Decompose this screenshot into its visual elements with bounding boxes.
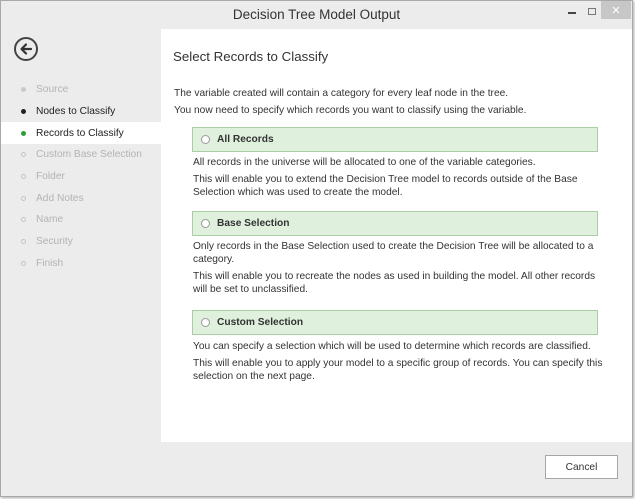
step-nodes-to-classify[interactable] (1, 101, 161, 123)
step-dot-icon (21, 87, 26, 92)
close-button[interactable] (601, 1, 631, 19)
option-label: Custom Selection (217, 317, 304, 328)
step-source (1, 79, 161, 101)
option-description (193, 340, 603, 383)
step-label: Custom Base Selection (36, 149, 142, 161)
step-dot-icon (21, 152, 26, 157)
step-label: Source (36, 84, 69, 96)
step-label: Finish (36, 257, 64, 269)
option-label: All Records (217, 134, 274, 145)
step-label: Add Notes (36, 192, 84, 204)
maximize-icon (588, 8, 596, 15)
desc-line: Only records in the Base Selection used to create the Decision Tree will be allocated to a category. (193, 241, 594, 265)
window-title: Decision Tree Model Output (232, 7, 401, 22)
title-bar (1, 1, 632, 29)
wizard-footer (1, 442, 632, 496)
desc-line: All records in the universe will be allocated to one of the variable categories. (193, 157, 536, 168)
maximize-button[interactable] (583, 1, 601, 21)
page-title: Select Records to Classify (173, 49, 329, 64)
minimize-button[interactable] (561, 1, 583, 21)
desc-line: You can specify a selection which will be used to determine which records are classified. (193, 341, 591, 352)
back-button[interactable] (14, 37, 38, 61)
wizard-sidebar (1, 29, 161, 442)
option-description (193, 156, 603, 199)
wizard-steps (1, 79, 161, 274)
step-add-notes (1, 187, 161, 209)
step-dot-icon (21, 196, 26, 201)
step-label: Records to Classify (36, 127, 124, 139)
radio-button[interactable] (201, 219, 210, 228)
step-security (1, 231, 161, 253)
step-folder (1, 166, 161, 188)
wizard-content (161, 29, 632, 442)
intro-text (174, 85, 624, 119)
step-label: Folder (36, 171, 65, 183)
desc-line: This will enable you to recreate the nodes as used in building the model. All other records will be set to unclassified. (193, 271, 596, 295)
step-custom-base-selection (1, 144, 161, 166)
option-description (193, 240, 603, 296)
back-arrow-icon (19, 42, 33, 56)
step-label: Security (36, 236, 73, 248)
step-label: Name (36, 214, 64, 226)
option-base-selection[interactable] (192, 211, 598, 236)
step-dot-icon (21, 131, 26, 136)
desc-line: This will enable you to apply your model to a specific group of records. You can specify this selection on the next page. (193, 358, 603, 382)
radio-button[interactable] (201, 135, 210, 144)
intro-line: You now need to specify which records you want to classify using the variable. (174, 105, 527, 116)
option-custom-selection[interactable] (192, 310, 598, 335)
option-all-records[interactable] (192, 127, 598, 152)
desc-line: This will enable you to extend the Decision Tree model to records outside of the Base Selection which was used to create the model. (193, 174, 578, 198)
step-dot-icon (21, 109, 26, 114)
option-label: Base Selection (217, 218, 290, 229)
step-dot-icon (21, 239, 26, 244)
step-dot-icon (21, 217, 26, 222)
minimize-icon (568, 12, 576, 14)
step-dot-icon (21, 174, 26, 179)
intro-line: The variable created will contain a category for every leaf node in the tree. (174, 88, 509, 99)
radio-button[interactable] (201, 318, 210, 327)
step-finish (1, 253, 161, 275)
close-icon: ✕ (611, 4, 621, 17)
cancel-button[interactable]: Cancel (545, 455, 618, 479)
step-label: Nodes to Classify (36, 106, 116, 118)
step-records-to-classify[interactable] (1, 122, 161, 144)
step-dot-icon (21, 261, 26, 266)
step-name (1, 209, 161, 231)
